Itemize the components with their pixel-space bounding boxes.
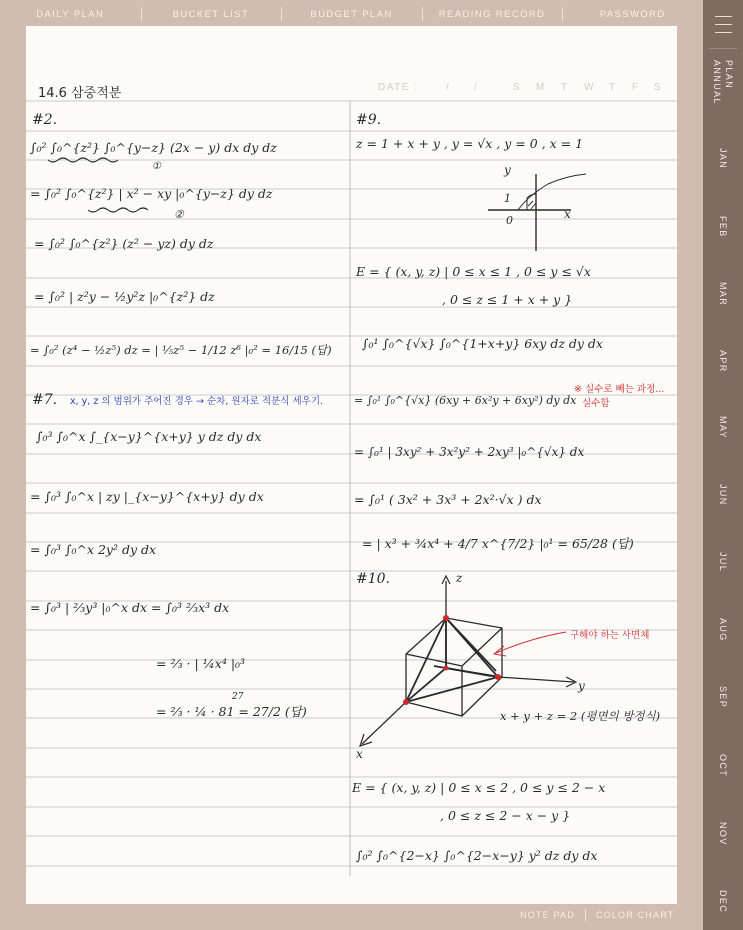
sidebar-item-mar[interactable]: MAR xyxy=(718,282,728,307)
bottom-nav xyxy=(520,909,675,921)
svg-text:1: 1 xyxy=(504,192,511,205)
tab-password[interactable]: PASSWORD xyxy=(562,9,703,20)
p9-step-3: = ∫₀¹ ( 3x² + 3x³ + 2x²·√x ) dx xyxy=(354,492,542,507)
p9-remark-2: 실수함 xyxy=(582,398,610,409)
weekday-thu: T xyxy=(609,82,617,93)
note-pad-link[interactable]: NOTE PAD xyxy=(520,910,575,920)
p9-set-line-1: E = { (x, y, z) | 0 ≤ x ≤ 1 , 0 ≤ y ≤ √x xyxy=(356,264,591,279)
sidebar-item-jan[interactable]: JAN xyxy=(718,148,728,170)
p9-set-line-2: , 0 ≤ z ≤ 1 + x + y } xyxy=(442,292,573,307)
p7-line-3: = ∫₀³ ∫₀^x 2y² dy dx xyxy=(30,542,157,557)
p2-line-2: = ∫₀² ∫₀^{z²} | x² − xy |₀^{y−z} dy dz xyxy=(30,186,273,201)
p10-tetrahedron-sketch xyxy=(356,571,649,761)
weekday-sun: S xyxy=(513,82,522,93)
sidebar-item-jul[interactable]: JUL xyxy=(718,552,728,573)
month-sidebar xyxy=(703,0,743,930)
problem-10-title: #10. xyxy=(356,571,390,587)
page-heading: 14.6 삼중적분 xyxy=(38,86,122,101)
sidebar-item-aug[interactable]: AUG xyxy=(718,618,728,642)
p10-integral: ∫₀² ∫₀^{2−x} ∫₀^{2−x−y} y² dz dy dx xyxy=(356,848,598,863)
date-sep-1: / xyxy=(446,82,451,93)
sidebar-item-oct[interactable]: OCT xyxy=(718,754,728,778)
problem-2-title: #2. xyxy=(32,112,58,128)
sidebar-item-sep[interactable]: SEP xyxy=(718,686,728,709)
note-canvas xyxy=(26,26,677,904)
p2-line-4: = ∫₀² | z²y − ½y²z |₀^{z²} dz xyxy=(34,289,215,304)
p2-line-3: = ∫₀² ∫₀^{z²} (z² − yz) dy dz xyxy=(34,236,214,251)
menu-icon[interactable] xyxy=(715,16,732,40)
problem-7-title: #7. xyxy=(32,392,58,408)
p9-step-2: = ∫₀¹ | 3xy² + 3x²y² + 2xy³ |₀^{√x} dx xyxy=(354,445,585,459)
svg-text:0: 0 xyxy=(506,214,513,227)
color-chart-link[interactable]: COLOR CHART xyxy=(595,910,675,920)
tab-budget-plan[interactable]: BUDGET PLAN xyxy=(281,9,422,20)
p10-set-line-1: E = { (x, y, z) | 0 ≤ x ≤ 2 , 0 ≤ y ≤ 2 − x xyxy=(352,780,606,795)
bottom-nav-divider xyxy=(585,909,586,921)
weekday-wed: W xyxy=(584,82,595,93)
tab-reading-record[interactable]: READING RECORD xyxy=(422,9,563,20)
date-label: DATE : xyxy=(378,82,419,93)
sidebar-item-apr[interactable]: APR xyxy=(718,350,728,373)
p7-line-1: ∫₀³ ∫₀^x ∫_{x−y}^{x+y} y dz dy dx xyxy=(36,429,262,444)
annual-label: ANNUAL xyxy=(712,60,722,105)
svg-text:x: x xyxy=(356,747,363,761)
tab-bucket-list[interactable]: BUCKET LIST xyxy=(141,9,282,20)
p9-step-1: = ∫₀¹ ∫₀^{√x} (6xy + 6x²y + 6xy²) dy dx xyxy=(354,394,577,407)
p9-region-graph xyxy=(488,163,586,251)
p2-mark-1: ① xyxy=(152,161,161,172)
svg-text:y: y xyxy=(504,163,511,177)
p2-mark-2: ② xyxy=(174,208,184,221)
p9-given: z = 1 + x + y , y = √x , y = 0 , x = 1 xyxy=(356,136,584,151)
tab-daily-plan[interactable]: DAILY PLAN xyxy=(36,8,105,20)
sidebar-item-annual-plan[interactable] xyxy=(703,60,743,105)
sidebar-item-dec[interactable]: DEC xyxy=(718,890,728,914)
weekday-tue: T xyxy=(561,82,569,93)
top-nav xyxy=(0,0,703,28)
p2-line-1: ∫₀² ∫₀^{z²} ∫₀^{y−z} (2x − y) dx dy dz xyxy=(30,140,277,155)
p7-note: x, y, z 의 범위가 주어진 경우 → 순차, 원자로 적분식 세우기. xyxy=(70,396,324,407)
right-column xyxy=(351,112,664,863)
p2-wavy-underline-2 xyxy=(88,208,148,212)
sidebar-item-jun[interactable]: JUN xyxy=(718,484,728,506)
p10-plane: x + y + z = 2 (평면의 방정식) xyxy=(500,709,661,723)
date-header xyxy=(378,82,662,93)
note-paper xyxy=(26,26,677,904)
p7-line-6: = ⅔ · ¼ · 81 = 27/2 (답) xyxy=(156,704,307,719)
p7-line-2: = ∫₀³ ∫₀^x | zy |_{x−y}^{x+y} dy dx xyxy=(30,489,264,504)
sidebar-item-nov[interactable]: NOV xyxy=(718,822,728,846)
sidebar-divider xyxy=(709,48,737,49)
problem-9-title: #9. xyxy=(356,112,382,128)
p10-callout: 구해야 하는 사면체 xyxy=(570,630,650,641)
svg-text:x: x xyxy=(564,207,571,221)
plan-label: PLAN xyxy=(724,60,734,90)
p7-line-5: = ⅔ · | ¼x⁴ |₀³ xyxy=(156,656,246,671)
p9-step-4: = | x³ + ¾x⁴ + 4/7 x^{7/2} |₀¹ = 65/28 (답) xyxy=(362,536,634,551)
p9-remark-1: ※ 실수로 빼는 과정... xyxy=(574,384,665,395)
sidebar-item-feb[interactable]: FEB xyxy=(718,216,728,238)
p2-line-5: = ∫₀² (z⁴ − ½z⁵) dz = | ⅕z⁵ − 1/12 z⁶ |₀² = 16/15 (답) xyxy=(30,343,332,357)
weekday-sat: S xyxy=(654,82,663,93)
p10-set-line-2: , 0 ≤ z ≤ 2 − x − y } xyxy=(440,808,571,823)
weekday-mon: M xyxy=(536,82,546,93)
weekday-fri: F xyxy=(632,82,640,93)
sidebar-item-may[interactable]: MAY xyxy=(718,416,728,440)
date-sep-2: / xyxy=(474,82,479,93)
p7-cancel-note: 27 xyxy=(232,692,244,702)
left-column xyxy=(30,112,332,719)
svg-text:z: z xyxy=(456,571,463,585)
svg-text:y: y xyxy=(578,679,585,693)
p7-line-4: = ∫₀³ | ⅔y³ |₀^x dx = ∫₀³ ⅔x³ dx xyxy=(30,600,230,615)
p9-integral: ∫₀¹ ∫₀^{√x} ∫₀^{1+x+y} 6xy dz dy dx xyxy=(362,336,603,351)
